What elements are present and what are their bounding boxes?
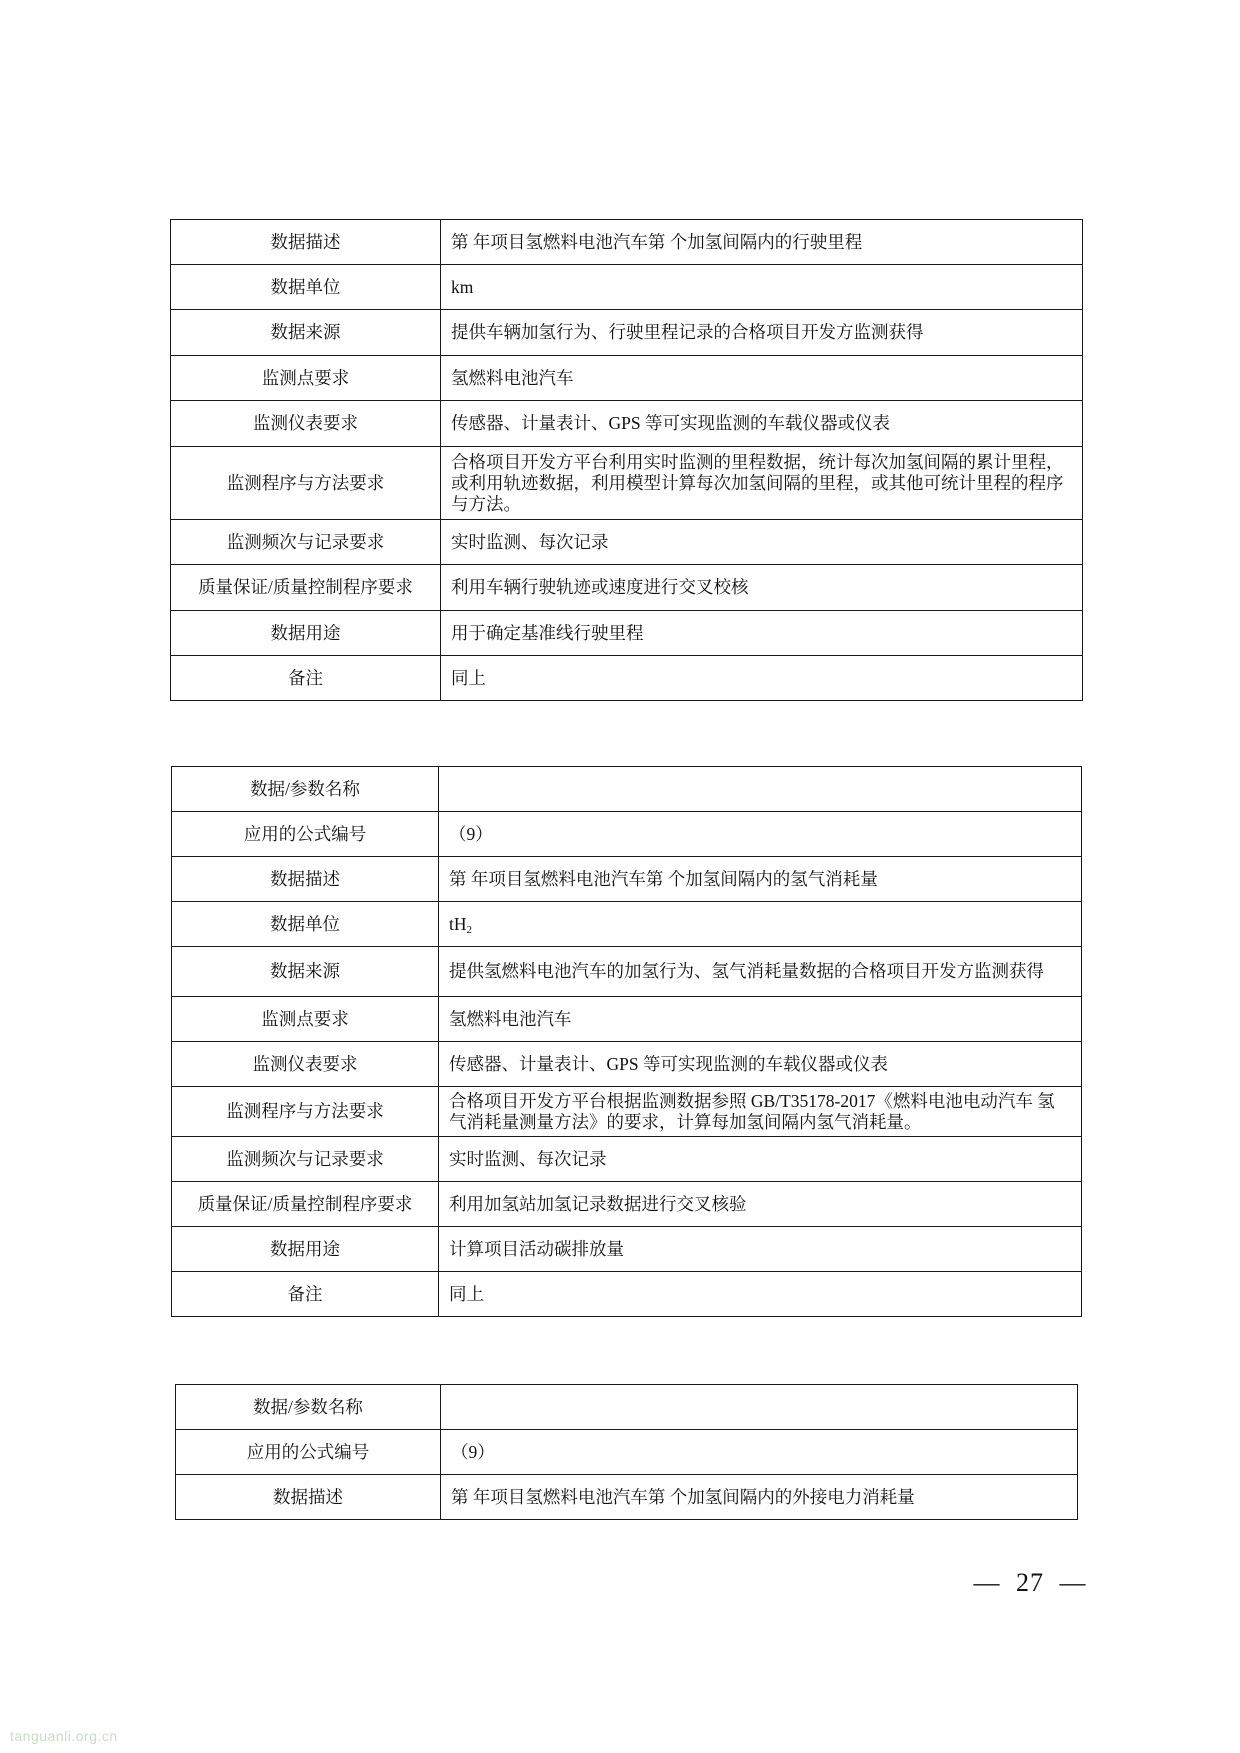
row-value: 计算项目活动碳排放量 <box>439 1227 1082 1272</box>
row-label: 备注 <box>171 656 441 701</box>
table-row <box>176 1475 1078 1520</box>
row-label: 数据来源 <box>171 310 441 356</box>
table-row <box>172 767 1082 812</box>
table-row <box>172 1137 1082 1182</box>
row-value: 传感器、计量表计、GPS 等可实现监测的车载仪器或仪表 <box>439 1042 1082 1087</box>
row-value: 传感器、计量表计、GPS 等可实现监测的车载仪器或仪表 <box>441 401 1083 447</box>
row-value <box>439 767 1082 812</box>
table-row <box>171 220 1083 265</box>
row-label: 质量保证/质量控制程序要求 <box>171 565 441 611</box>
table-row <box>172 1042 1082 1087</box>
row-value: 合格项目开发方平台利用实时监测的里程数据，统计每次加氢间隔的累计里程，或利用轨迹数据，利用模型计算每次加氢间隔的里程，或其他可统计里程的程序与方法。 <box>441 447 1083 520</box>
row-value: 氢燃料电池汽车 <box>441 356 1083 401</box>
row-value: km <box>441 265 1083 310</box>
row-label: 应用的公式编号 <box>176 1430 441 1475</box>
row-value: 实时监测、每次记录 <box>441 520 1083 565</box>
row-value <box>441 1385 1078 1430</box>
unit-text: tH <box>449 913 467 934</box>
row-label: 监测仪表要求 <box>172 1042 439 1087</box>
table-row <box>171 520 1083 565</box>
table-row <box>171 356 1083 401</box>
row-label: 应用的公式编号 <box>172 812 439 857</box>
table-row <box>172 947 1082 997</box>
row-label: 数据/参数名称 <box>172 767 439 812</box>
page-number <box>960 1568 1100 1598</box>
row-value: 合格项目开发方平台根据监测数据参照 GB/T35178-2017《燃料电池电动汽车 氢气消耗量测量方法》的要求，计算每加氢间隔内氢气消耗量。 <box>439 1087 1082 1137</box>
row-value <box>439 902 1082 947</box>
table-row <box>176 1385 1078 1430</box>
table-electricity-consumption-parameter <box>175 1384 1078 1520</box>
table-row <box>171 656 1083 701</box>
table-row <box>172 1087 1082 1137</box>
table-row <box>172 1272 1082 1317</box>
table-mileage-parameter <box>170 219 1083 701</box>
row-label: 数据/参数名称 <box>176 1385 441 1430</box>
row-label: 数据描述 <box>171 220 441 265</box>
row-value: 利用车辆行驶轨迹或速度进行交叉校核 <box>441 565 1083 611</box>
row-label: 监测点要求 <box>172 997 439 1042</box>
table-row <box>176 1430 1078 1475</box>
row-label: 监测频次与记录要求 <box>171 520 441 565</box>
table-row <box>171 401 1083 447</box>
table-row <box>172 997 1082 1042</box>
row-value: 第 年项目氢燃料电池汽车第 个加氢间隔内的外接电力消耗量 <box>441 1475 1078 1520</box>
table-row <box>171 265 1083 310</box>
row-label: 监测频次与记录要求 <box>172 1137 439 1182</box>
row-label: 数据来源 <box>172 947 439 997</box>
row-label: 备注 <box>172 1272 439 1317</box>
row-label: 数据描述 <box>176 1475 441 1520</box>
page-number-value: 27 <box>1016 1568 1044 1597</box>
unit-subscript: 2 <box>466 923 472 936</box>
table-row <box>171 447 1083 520</box>
row-value: 利用加氢站加氢记录数据进行交叉核验 <box>439 1182 1082 1227</box>
row-value: 第 年项目氢燃料电池汽车第 个加氢间隔内的行驶里程 <box>441 220 1083 265</box>
row-value: 提供车辆加氢行为、行驶里程记录的合格项目开发方监测获得 <box>441 310 1083 356</box>
row-label: 数据描述 <box>172 857 439 902</box>
table-hydrogen-consumption-parameter <box>171 766 1082 1317</box>
table-row <box>172 812 1082 857</box>
table-row <box>172 902 1082 947</box>
table-row <box>171 310 1083 356</box>
row-label: 质量保证/质量控制程序要求 <box>172 1182 439 1227</box>
row-label: 监测点要求 <box>171 356 441 401</box>
row-label: 数据用途 <box>171 611 441 656</box>
row-label: 监测程序与方法要求 <box>172 1087 439 1137</box>
page-number-dash-right: — <box>1059 1568 1087 1597</box>
row-value: 同上 <box>439 1272 1082 1317</box>
row-value: （9） <box>439 812 1082 857</box>
table-row <box>171 611 1083 656</box>
row-label: 数据单位 <box>171 265 441 310</box>
row-value: 第 年项目氢燃料电池汽车第 个加氢间隔内的氢气消耗量 <box>439 857 1082 902</box>
row-label: 数据用途 <box>172 1227 439 1272</box>
table-row <box>171 565 1083 611</box>
row-value: 实时监测、每次记录 <box>439 1137 1082 1182</box>
row-label: 监测程序与方法要求 <box>171 447 441 520</box>
row-label: 监测仪表要求 <box>171 401 441 447</box>
site-watermark: tanguanli.org.cn <box>10 1728 118 1744</box>
row-value: 氢燃料电池汽车 <box>439 997 1082 1042</box>
table-row <box>172 1182 1082 1227</box>
row-value: 提供氢燃料电池汽车的加氢行为、氢气消耗量数据的合格项目开发方监测获得 <box>439 947 1082 997</box>
table-row <box>172 857 1082 902</box>
row-value: 同上 <box>441 656 1083 701</box>
page-number-dash-left: — <box>973 1568 1001 1597</box>
row-value: （9） <box>441 1430 1078 1475</box>
table-row <box>172 1227 1082 1272</box>
row-value: 用于确定基准线行驶里程 <box>441 611 1083 656</box>
row-label: 数据单位 <box>172 902 439 947</box>
